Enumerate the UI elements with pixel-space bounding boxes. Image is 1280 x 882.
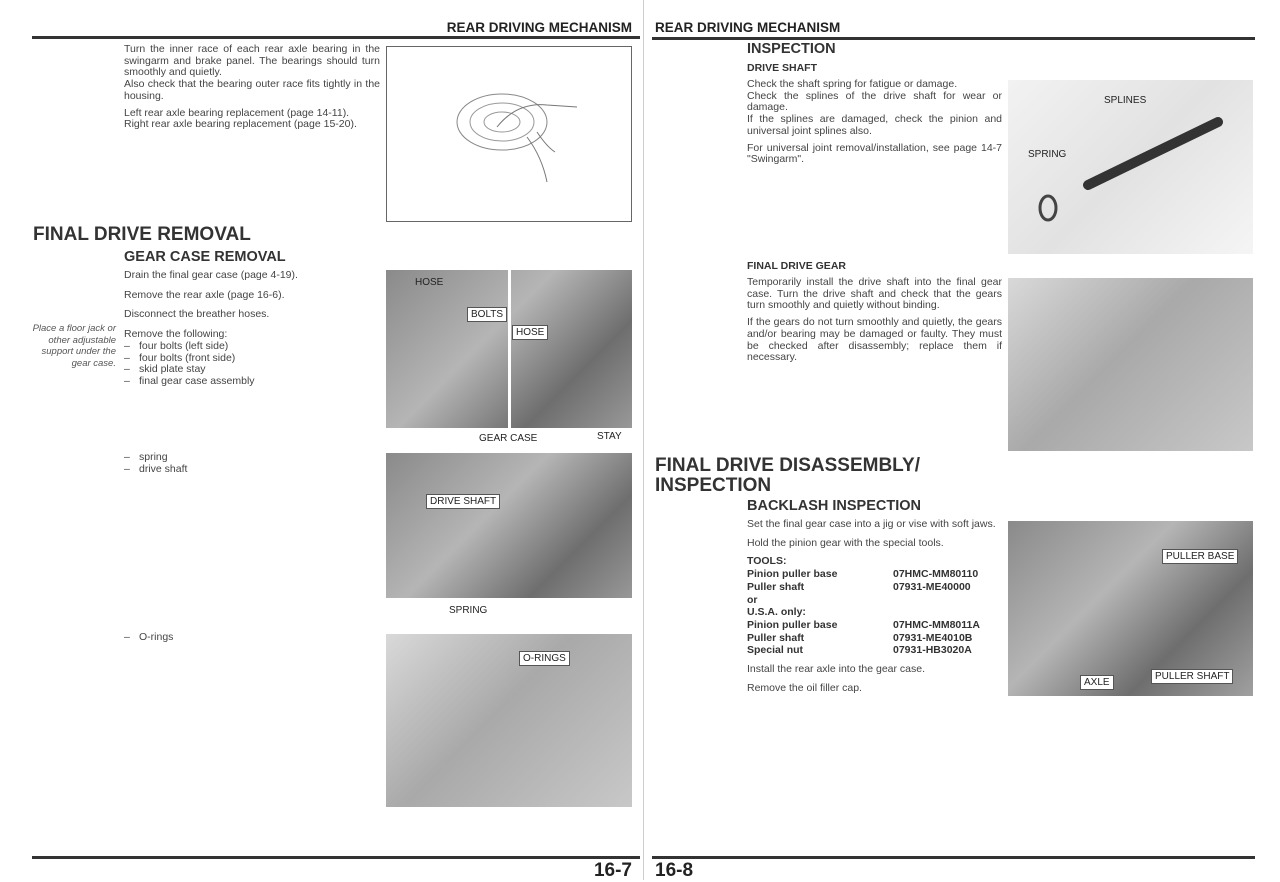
tool-name: Puller shaft bbox=[747, 631, 805, 644]
page-number-right: 16-8 bbox=[655, 860, 694, 881]
step: Disconnect the breather hoses. bbox=[124, 308, 270, 321]
final-drive-gear-text bbox=[747, 277, 1002, 369]
final-drive-gear-photo bbox=[1008, 278, 1253, 451]
step: Remove the oil filler cap. bbox=[747, 681, 862, 694]
section-title-inspection: INSPECTION bbox=[747, 41, 836, 57]
paragraph: Also check that the bearing outer race fits tightly in the housing. bbox=[124, 78, 380, 102]
step: Remove the following: bbox=[124, 328, 228, 341]
label-hose: HOSE bbox=[415, 277, 444, 288]
top-rule-left bbox=[32, 36, 640, 39]
list-item: – skid plate stay bbox=[124, 364, 380, 376]
paragraph: Check the shaft spring for fatigue or damage. bbox=[747, 78, 958, 90]
paragraph: Temporarily install the drive shaft into the final gear case. Turn the drive shaft and check that the gears turn smoothly and quietly without binding. bbox=[747, 276, 1002, 312]
tool-number: 07931-ME4010B bbox=[893, 631, 973, 644]
paragraph: If the splines are damaged, check the pinion and universal joint splines also. bbox=[747, 113, 1002, 137]
bottom-rule-left bbox=[32, 856, 640, 859]
page-reference: Left rear axle bearing replacement (page 14-11). bbox=[124, 106, 350, 119]
paragraph: If the gears do not turn smoothly and quietly, the gears and/or bearing may be damaged or faulty. They must be checked after disassembly; replace them if necessary. bbox=[747, 316, 1002, 364]
page-reference: For universal joint removal/installation, see page 14-7 "Swingarm". bbox=[747, 141, 1002, 166]
label-strip bbox=[386, 598, 632, 618]
tool-name: Special nut bbox=[747, 644, 804, 657]
label-gear-case: GEAR CASE bbox=[479, 433, 538, 444]
list-item: – four bolts (front side) bbox=[124, 353, 380, 365]
paragraph: Turn the inner race of each rear axle bearing in the swingarm and brake panel. The bearings should turn smoothly and quietly. bbox=[124, 43, 380, 79]
tool-name: Puller shaft bbox=[747, 580, 805, 593]
o-rings-photo bbox=[386, 634, 632, 807]
right-running-header: REAR DRIVING MECHANISM bbox=[655, 20, 841, 35]
tools-title: TOOLS: bbox=[747, 555, 787, 568]
label-stay: STAY bbox=[597, 431, 622, 442]
subtitle-backlash-inspection: BACKLASH INSPECTION bbox=[747, 498, 922, 514]
side-note: Place a floor jack or other adjustable support under the gear case. bbox=[32, 323, 116, 370]
label-splines: SPLINES bbox=[1104, 95, 1147, 106]
label-spring: SPRING bbox=[449, 605, 488, 616]
label-axle: AXLE bbox=[1080, 675, 1114, 690]
tool-name: Pinion puller base bbox=[747, 568, 838, 581]
bottom-rule-right bbox=[652, 856, 1255, 859]
puller-photo bbox=[1008, 521, 1253, 696]
label-hose: HOSE bbox=[512, 325, 548, 340]
tool-number: 07HMC-MM80110 bbox=[893, 568, 979, 581]
list-item: – four bolts (left side) bbox=[124, 341, 380, 353]
tool-name: U.S.A. only: bbox=[747, 606, 806, 619]
tool-number: 07931-HB3020A bbox=[893, 644, 972, 657]
tool-number bbox=[893, 594, 1007, 607]
tools-table bbox=[747, 568, 1007, 657]
page-reference: Right rear axle bearing replacement (page 15-20). bbox=[124, 118, 357, 131]
step: Drain the final gear case (page 4-19). bbox=[124, 269, 298, 281]
step: Set the final gear case into a jig or vise with soft jaws. bbox=[747, 518, 996, 530]
drive-shaft-splines-photo bbox=[1008, 80, 1253, 254]
step: Install the rear axle into the gear case. bbox=[747, 663, 926, 676]
label-o-rings: O-RINGS bbox=[519, 651, 570, 666]
hand-turning-bearing-drawing bbox=[387, 47, 631, 221]
remove-list-2 bbox=[124, 452, 187, 475]
tool-name: or bbox=[747, 593, 758, 606]
label-drive-shaft: DRIVE SHAFT bbox=[426, 494, 500, 509]
paragraph: Check the splines of the drive shaft for wear or damage. bbox=[747, 89, 1002, 114]
section-title-disassembly: FINAL DRIVE DISASSEMBLY/ INSPECTION bbox=[655, 455, 920, 496]
tool-number: 07HMC-MM8011A bbox=[893, 618, 980, 631]
step: Hold the pinion gear with the special tools. bbox=[747, 536, 944, 549]
subsection-title-gear-case-removal: GEAR CASE REMOVAL bbox=[124, 249, 286, 265]
subtitle-final-drive-gear: FINAL DRIVE GEAR bbox=[747, 260, 846, 272]
bearing-inspection-text bbox=[124, 44, 380, 131]
label-bolts: BOLTS bbox=[467, 307, 507, 322]
remove-list-3 bbox=[124, 632, 173, 644]
subtitle-drive-shaft: DRIVE SHAFT bbox=[747, 62, 818, 74]
drive-shaft-text bbox=[747, 79, 1002, 171]
list-item: – final gear case assembly bbox=[124, 376, 380, 388]
top-rule-right bbox=[652, 37, 1255, 40]
photo-divider bbox=[508, 270, 511, 430]
tool-name: Pinion puller base bbox=[747, 618, 838, 631]
step: Remove the rear axle (page 16-6). bbox=[124, 288, 285, 301]
tool-number bbox=[893, 606, 1007, 619]
list-item: – spring bbox=[124, 452, 187, 464]
page-gutter bbox=[643, 0, 644, 880]
label-puller-base: PULLER BASE bbox=[1162, 549, 1238, 564]
tool-number: 07931-ME40000 bbox=[893, 580, 971, 593]
label-spring: SPRING bbox=[1028, 149, 1067, 160]
bearing-illustration bbox=[386, 46, 632, 222]
gear-case-removal-steps bbox=[124, 270, 380, 388]
backlash-text bbox=[747, 519, 1007, 694]
gear-case-photo bbox=[386, 270, 632, 447]
list-item: – O-rings bbox=[124, 632, 173, 644]
drive-shaft-photo bbox=[386, 453, 632, 618]
page-number-left: 16-7 bbox=[593, 860, 632, 881]
left-running-header: REAR DRIVING MECHANISM bbox=[446, 20, 632, 35]
label-puller-shaft: PULLER SHAFT bbox=[1151, 669, 1233, 684]
section-title-final-drive-removal: FINAL DRIVE REMOVAL bbox=[33, 224, 251, 245]
list-item: – drive shaft bbox=[124, 464, 187, 476]
